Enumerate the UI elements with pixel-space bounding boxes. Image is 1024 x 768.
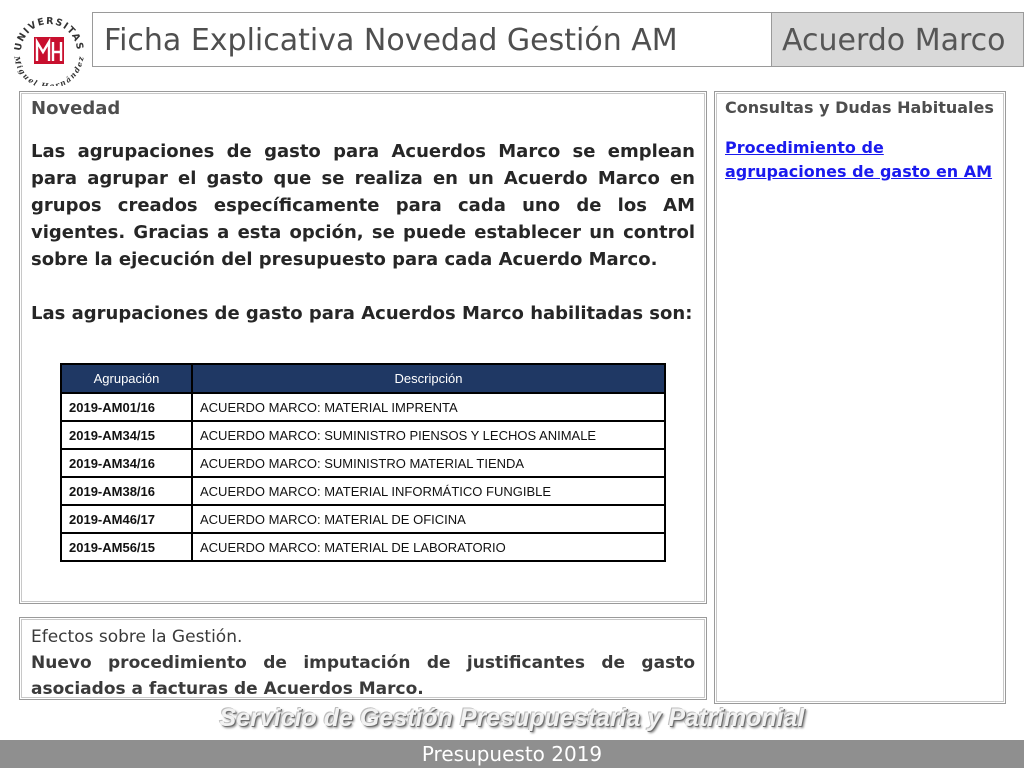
agrupacion-cell: 2019-AM56/15 <box>61 533 192 561</box>
agrupaciones-table <box>60 363 666 562</box>
agrupacion-cell: 2019-AM38/16 <box>61 477 192 505</box>
table-header-row <box>61 364 665 393</box>
budget-footer: Presupuesto 2019 <box>0 740 1024 768</box>
table-row <box>61 449 665 477</box>
table-row <box>61 533 665 561</box>
efectos-description: Nuevo procedimiento de imputación de justificantes de gasto asociados a facturas de Acuerdos Marco. <box>31 653 695 699</box>
efectos-heading: Efectos sobre la Gestión. <box>31 627 243 647</box>
efectos-content <box>31 624 695 702</box>
table-row <box>61 421 665 449</box>
column-header-agrupacion: Agrupación <box>61 364 192 393</box>
table-row <box>61 505 665 533</box>
procedimiento-link[interactable]: Procedimiento de agrupaciones de gasto en AM <box>725 138 993 181</box>
table-row <box>61 477 665 505</box>
descripcion-cell: ACUERDO MARCO: MATERIAL INFORMÁTICO FUNGIBLE <box>192 477 665 505</box>
page-title: Ficha Explicativa Novedad Gestión AM <box>92 12 772 67</box>
novedad-description: Las agrupaciones de gasto para Acuerdos Marco se emplean para agrupar el gasto que se realiza en un Acuerdo Marco en grupos creados específicamente para cada uno de los AM vigentes. Gracias a esta opción, se puede establecer un control sobre la ejecución del presupuesto para cada Acuerdo Marco. <box>31 141 695 270</box>
agrupacion-cell: 2019-AM01/16 <box>61 393 192 421</box>
university-logo <box>12 12 86 86</box>
novedad-heading: Novedad <box>31 98 121 119</box>
logo-text-top: UNIVERSITAS <box>12 15 86 52</box>
descripcion-cell: ACUERDO MARCO: MATERIAL DE LABORATORIO <box>192 533 665 561</box>
logo-text-bottom: Miguel Hernández <box>12 55 86 86</box>
column-header-descripcion: Descripción <box>192 364 665 393</box>
agrupacion-cell: 2019-AM46/17 <box>61 505 192 533</box>
descripcion-cell: ACUERDO MARCO: MATERIAL IMPRENTA <box>192 393 665 421</box>
category-badge: Acuerdo Marco <box>771 12 1024 67</box>
agrupacion-cell: 2019-AM34/15 <box>61 421 192 449</box>
faq-heading: Consultas y Dudas Habituales <box>725 98 994 117</box>
novedad-subheading: Las agrupaciones de gasto para Acuerdos Marco habilitadas son: <box>31 303 693 324</box>
descripcion-cell: ACUERDO MARCO: SUMINISTRO MATERIAL TIENDA <box>192 449 665 477</box>
umh-logo-icon <box>12 12 86 86</box>
agrupacion-cell: 2019-AM34/16 <box>61 449 192 477</box>
descripcion-cell: ACUERDO MARCO: MATERIAL DE OFICINA <box>192 505 665 533</box>
table-row <box>61 393 665 421</box>
service-name: Servicio de Gestión Presupuestaria y Patrimonial <box>219 704 805 732</box>
descripcion-cell: ACUERDO MARCO: SUMINISTRO PIENSOS Y LECHOS ANIMALE <box>192 421 665 449</box>
